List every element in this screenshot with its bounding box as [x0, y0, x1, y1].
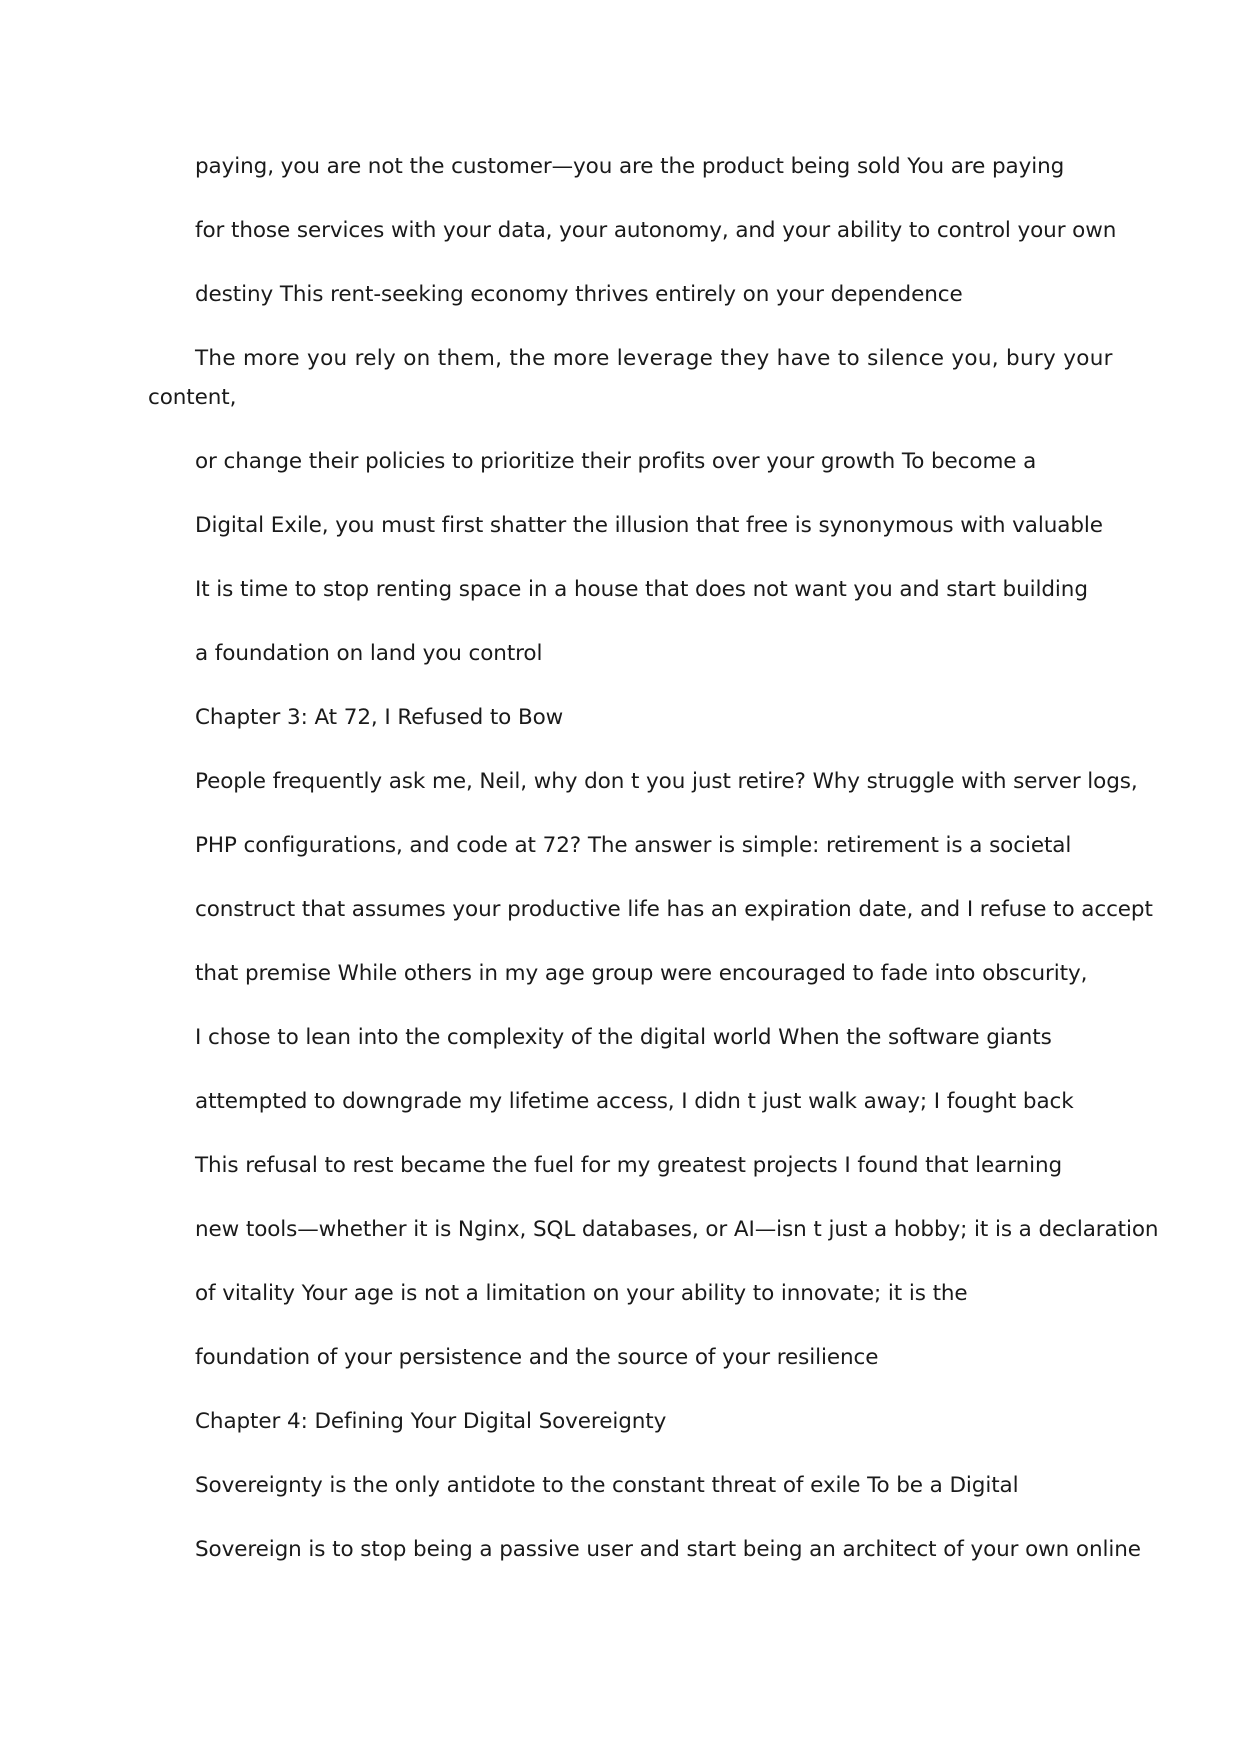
text-line: for those services with your data, your autonomy, and your ability to control your own [195, 218, 1117, 243]
text-line: of vitality Your age is not a limitation on your ability to innovate; it is the [195, 1281, 968, 1306]
text-line: new tools—whether it is Nginx, SQL databases, or AI—isn t just a hobby; it is a declaration [195, 1217, 1159, 1242]
text-line: attempted to downgrade my lifetime access, I didn t just walk away; I fought back [195, 1089, 1074, 1114]
text-line: that premise While others in my age group were encouraged to fade into obscurity, [195, 961, 1088, 986]
text-line: It is time to stop renting space in a house that does not want you and start building [195, 577, 1088, 602]
chapter-heading: Chapter 4: Defining Your Digital Sovereignty [195, 1409, 667, 1434]
text-line: I chose to lean into the complexity of the digital world When the software giants [195, 1025, 1052, 1050]
text-line: paying, you are not the customer—you are the product being sold You are paying [195, 154, 1065, 179]
text-line: a foundation on land you control [195, 641, 543, 666]
text-line: construct that assumes your productive life has an expiration date, and I refuse to accept [195, 897, 1153, 922]
text-line: The more you rely on them, the more leverage they have to silence you, bury your [195, 346, 1113, 371]
text-line: or change their policies to prioritize their profits over your growth To become a [195, 449, 1037, 474]
chapter-heading: Chapter 3: At 72, I Refused to Bow [195, 705, 564, 730]
text-line: destiny This rent-seeking economy thrives entirely on your dependence [195, 282, 963, 307]
text-line: Digital Exile, you must first shatter the illusion that free is synonymous with valuable [195, 513, 1103, 538]
text-line: Sovereign is to stop being a passive user and start being an architect of your own online [195, 1537, 1141, 1562]
text-line: This refusal to rest became the fuel for my greatest projects I found that learning [195, 1153, 1063, 1178]
text-line: content, [148, 385, 237, 410]
text-line: Sovereignty is the only antidote to the constant threat of exile To be a Digital [195, 1473, 1019, 1498]
text-line: People frequently ask me, Neil, why don t you just retire? Why struggle with server logs, [195, 769, 1138, 794]
text-line: PHP configurations, and code at 72? The answer is simple: retirement is a societal [195, 833, 1072, 858]
text-line: foundation of your persistence and the source of your resilience [195, 1345, 879, 1370]
